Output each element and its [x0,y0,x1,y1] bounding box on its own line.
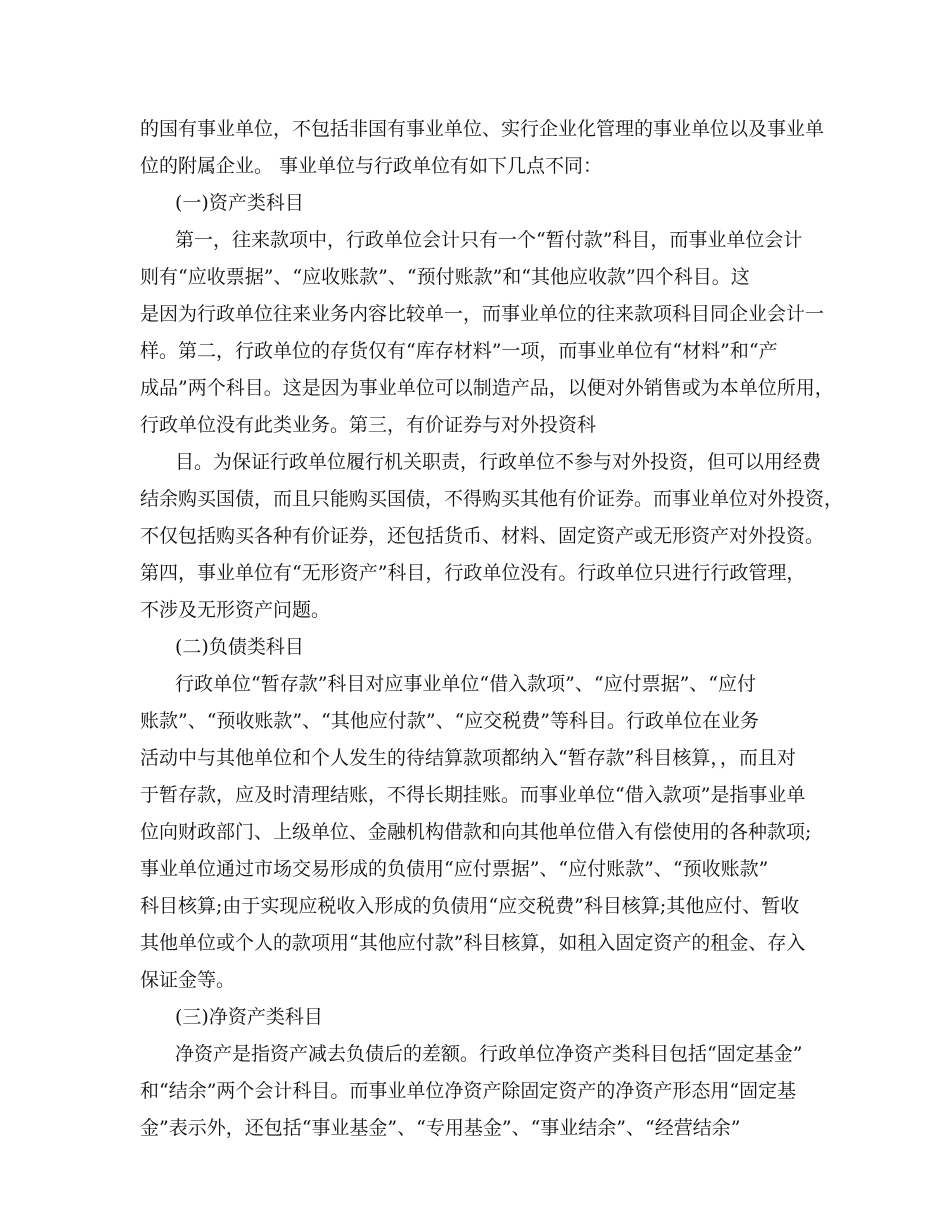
section-heading: (二)负债类科目 [175,636,304,658]
text-line: 目。为保证行政单位履行机关职责，行政单位不参与对外投资，但可以用经费 [175,451,822,473]
text-line: 则有“应收票据”、“应收账款”、“预付账款”和“其他应收款”四个科目。这 [140,266,750,288]
section-heading: (三)净资产类科目 [175,1006,323,1028]
text-line: 净资产是指资产减去负债后的差额。行政单位净资产类科目包括“固定基金” [175,1043,803,1065]
text-line: 科目核算;由于实现应税收入形成的负债用“应交税费”科目核算;其他应付、暂收 [140,895,800,917]
text-line: 不仅包括购买各种有价证券，还包括货币、材料、固定资产或无形资产对外投资。 [140,525,825,547]
text-line: 位向财政部门、上级单位、金融机构借款和向其他单位借入有偿使用的各种款项; [140,821,812,843]
section-heading: (一)资产类科目 [175,192,304,214]
text-line: 金”表示外，还包括“事业基金”、“专用基金”、“事业结余”、“经营结余” [140,1117,741,1139]
text-line: 第四，事业单位有“无形资产”科目，行政单位没有。行政单位只进行行政管理， [140,562,806,584]
text-line: 结余购买国债，而且只能购买国债，不得购买其他有价证券。而事业单位对外投资， [140,488,844,510]
text-line: 成品”两个科目。这是因为事业单位可以制造产品，以便对外销售或为本单位所用， [140,377,834,399]
text-line: 和“结余”两个会计科目。而事业单位净资产除固定资产的净资产形态用“固定基 [140,1080,797,1102]
text-line: 不涉及无形资产问题。 [140,599,331,621]
text-line: 的国有事业单位，不包括非国有事业单位、实行企业化管理的事业单位以及事业单 [140,118,825,140]
text-line: 于暂存款，应及时清理结账，不得长期挂账。而事业单位“借入款项”是指事业单 [140,784,806,806]
text-line: 账款”、“预收账款”、“其他应付款”、“应交税费”等科目。行政单位在业务 [140,710,759,732]
text-line: 样。第二，行政单位的存货仅有“库存材料”一项，而事业单位有“材料”和“产 [140,340,778,362]
text-line: 位的附属企业。 事业单位与行政单位有如下几点不同： [140,155,603,177]
text-line: 第一，往来款项中，行政单位会计只有一个“暂付款”科目，而事业单位会计 [175,229,803,251]
text-line: 事业单位通过市场交易形成的负债用“应付票据”、“应付账款”、“预收账款” [140,858,769,880]
text-line: 行政单位没有此类业务。第三，有价证券与对外投资科 [140,414,597,436]
text-line: 保证金等。 [140,969,236,991]
text-line: 其他单位或个人的款项用“其他应付款”科目核算，如租入固定资产的租金、存入 [140,932,806,954]
text-line: 活动中与其他单位和个人发生的待结算款项都纳入“暂存款”科目核算，，而且对 [140,747,796,769]
text-line: 行政单位“暂存款”科目对应事业单位“借入款项”、“应付票据”、“应付 [175,673,756,695]
text-line: 是因为行政单位往来业务内容比较单一，而事业单位的往来款项科目同企业会计一 [140,303,825,325]
